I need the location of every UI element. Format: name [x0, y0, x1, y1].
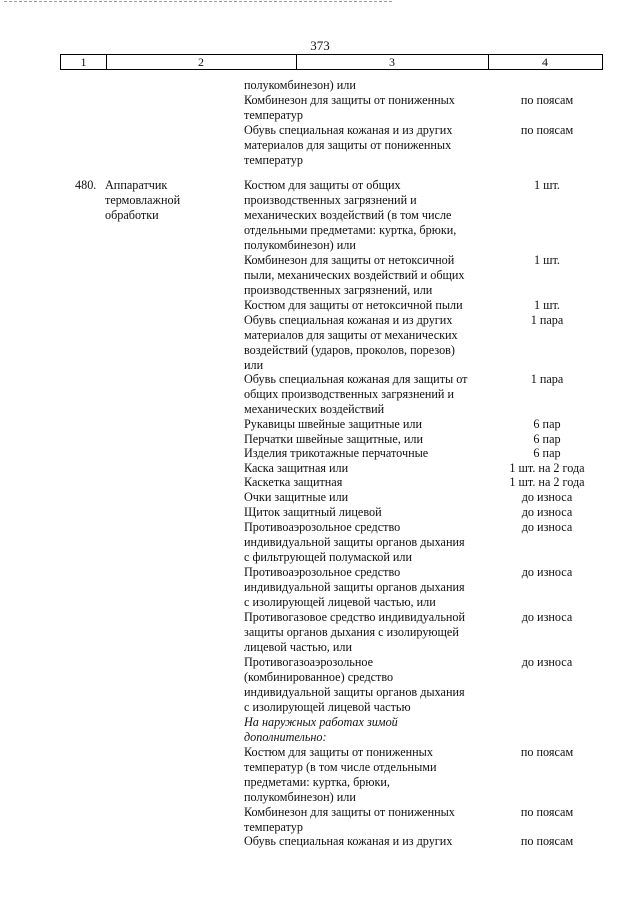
item-text: материалов для защиты от механических: [244, 328, 458, 342]
item-text: общих производственных загрязнений и: [244, 387, 455, 401]
item-text: с изолирующей лицевой частью: [244, 700, 411, 714]
item-text: пыли, механических воздействий и общих: [244, 268, 465, 282]
norm-text: 1 шт. на 2 года: [509, 475, 585, 489]
header-col-2: 2: [198, 55, 204, 69]
item-text: Костюм для защиты от пониженных: [244, 745, 433, 759]
page-number: 373: [310, 38, 330, 53]
header-col-3: 3: [389, 55, 395, 69]
item-text: производственных загрязнений, или: [244, 283, 433, 297]
item-text: дополнительно:: [244, 730, 327, 744]
norm-text: по поясам: [520, 123, 574, 137]
position-title: термовлажной: [105, 193, 181, 207]
item-text: Комбинезон для защиты от пониженных: [244, 93, 455, 107]
item-text: Перчатки швейные защитные, или: [244, 432, 424, 446]
item-text: с изолирующей лицевой частью, или: [244, 595, 436, 609]
norm-text: 1 шт.: [534, 253, 560, 267]
item-text: Костюм для защиты от нетоксичной пыли: [244, 298, 463, 312]
item-text: температур (в том числе отдельными: [244, 760, 437, 774]
item-text: полукомбинезон) или: [244, 78, 356, 92]
norm-text: по поясам: [520, 745, 574, 759]
norm-text: по поясам: [520, 93, 574, 107]
item-text: Обувь специальная кожаная для защиты от: [244, 372, 468, 386]
item-text: индивидуальной защиты органов дыхания: [244, 685, 465, 699]
norm-text: 1 пара: [530, 372, 564, 386]
item-text: Противоаэрозольное средство: [244, 520, 401, 534]
item-text: Противогазовое средство индивидуальной: [244, 610, 466, 624]
item-text: Обувь специальная кожаная и из других: [244, 313, 453, 327]
item-text: Каскетка защитная: [244, 475, 343, 489]
table-header: [60, 54, 603, 70]
header-col-4: 4: [542, 55, 548, 69]
item-text: Очки защитные или: [244, 490, 349, 504]
norm-text: 1 шт.: [534, 298, 560, 312]
item-text: полукомбинезон) или: [244, 238, 356, 252]
item-text: Костюм для защиты от общих: [244, 178, 401, 192]
item-text: Изделия трикотажные перчаточные: [244, 446, 429, 460]
row-number: 480.: [75, 178, 97, 192]
item-text: предметами: куртка, брюки,: [244, 775, 390, 789]
header-col-1: 1: [80, 55, 87, 69]
norm-text: по поясам: [520, 834, 574, 848]
item-text: Обувь специальная кожаная и из других: [244, 123, 453, 137]
norm-text: до износа: [521, 655, 573, 669]
norm-text: 1 пара: [530, 313, 564, 327]
norm-text: до износа: [521, 490, 573, 504]
item-text: температур: [244, 108, 303, 122]
item-text: Рукавицы швейные защитные или: [244, 417, 422, 431]
item-text: воздействий (ударов, проколов, порезов): [244, 343, 455, 357]
item-text: отдельными предметами: куртка, брюки,: [244, 223, 457, 237]
item-text: индивидуальной защиты органов дыхания: [244, 580, 465, 594]
norm-text: до износа: [521, 505, 573, 519]
item-text: лицевой частью, или: [244, 640, 353, 654]
item-text: индивидуальной защиты органов дыхания: [244, 535, 465, 549]
item-text: Каска защитная или: [244, 461, 349, 475]
item-text: материалов для защиты от пониженных: [244, 138, 452, 152]
item-text: Противогазоаэрозольное: [244, 655, 374, 669]
position-title: обработки: [105, 208, 159, 222]
norm-text: до износа: [521, 565, 573, 579]
item-text: температур: [244, 820, 303, 834]
item-text: с фильтрующей полумаской или: [244, 550, 413, 564]
norm-text: 1 шт. на 2 года: [509, 461, 585, 475]
position-title: Аппаратчик: [105, 178, 168, 192]
item-text: На наружных работах зимой: [244, 715, 398, 729]
norm-text: 6 пар: [533, 432, 561, 446]
item-text: механических воздействий: [244, 402, 385, 416]
item-text: Противоаэрозольное средство: [244, 565, 401, 579]
norm-text: 6 пар: [533, 417, 561, 431]
item-text: (комбинированное) средство: [244, 670, 394, 684]
item-text: или: [244, 358, 264, 372]
item-text: механических воздействий (в том числе: [244, 208, 452, 222]
item-text: Комбинезон для защиты от пониженных: [244, 805, 455, 819]
norm-text: до износа: [521, 520, 573, 534]
item-text: Щиток защитный лицевой: [244, 505, 382, 519]
norm-text: 1 шт.: [534, 178, 560, 192]
item-text: температур: [244, 153, 303, 167]
item-text: Комбинезон для защиты от нетоксичной: [244, 253, 455, 267]
page-top-rule: [4, 1, 392, 2]
item-text: полукомбинезон) или: [244, 790, 356, 804]
norm-text: 6 пар: [533, 446, 561, 460]
item-text: производственных загрязнений и: [244, 193, 417, 207]
item-text: Обувь специальная кожаная и из других: [244, 834, 453, 848]
norm-text: по поясам: [520, 805, 574, 819]
item-text: защиты органов дыхания с изолирующей: [244, 625, 459, 639]
norm-text: до износа: [521, 610, 573, 624]
